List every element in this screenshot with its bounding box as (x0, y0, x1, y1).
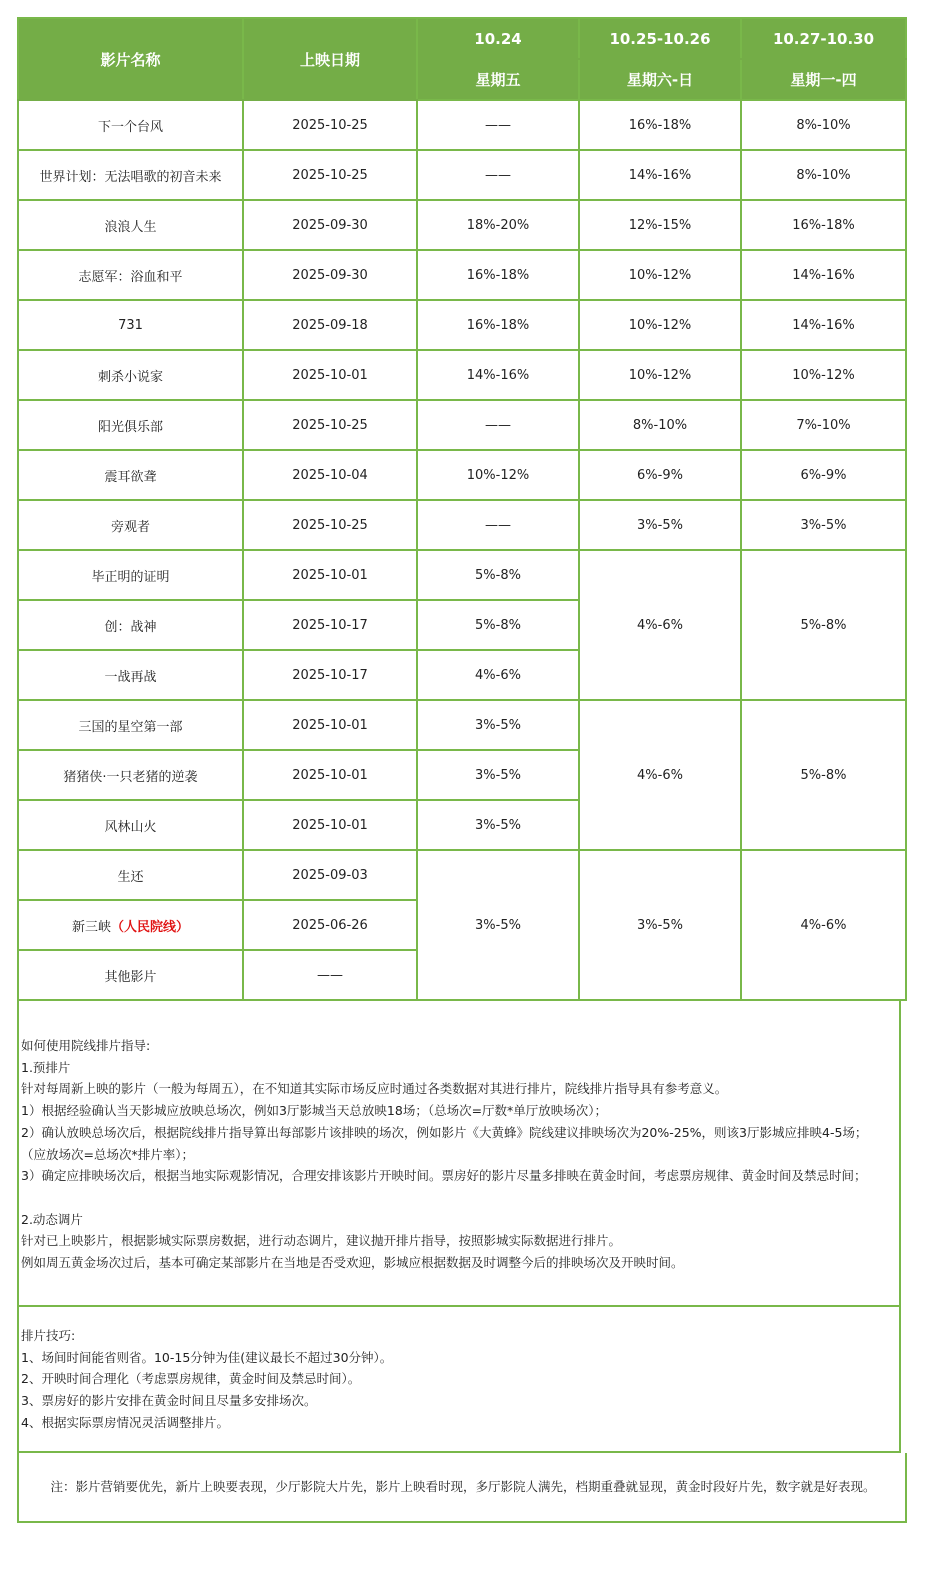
weekend-rate-cell: 12%-15% (579, 200, 741, 250)
table-row (18, 700, 906, 750)
release-date-cell: 2025-09-03 (243, 850, 417, 900)
header-period-weekday: 星期六-日 (579, 59, 741, 100)
guide-line: 针对每周新上映的影片（一般为每周五），在不知道其实际市场反应时通过各类数据对其进行排片，院线排片指导具有参考意义。 (21, 1081, 728, 1097)
friday-rate-cell: 16%-18% (417, 250, 579, 300)
table-row (18, 400, 906, 450)
film-name-cell: 一战再战 (18, 650, 243, 700)
film-name-cell: 震耳欲聋 (18, 450, 243, 500)
schedule-table (17, 17, 907, 1001)
friday-rate-cell: 18%-20% (417, 200, 579, 250)
guide-line: （应放场次=总场次*排片率）； (21, 1146, 194, 1162)
release-date-cell: 2025-06-26 (243, 900, 417, 950)
friday-rate-cell: —— (417, 150, 579, 200)
guide-line: 1）根据经验确认当天影城应放映总场次，例如3厅影城当天总放映18场；（总场次=厅数*单厅放映场次）； (21, 1103, 608, 1119)
header-period-date: 10.24 (417, 18, 579, 59)
release-date-cell: 2025-09-30 (243, 200, 417, 250)
film-name-cell: 志愿军：浴血和平 (18, 250, 243, 300)
film-name-cell: 浪浪人生 (18, 200, 243, 250)
film-name-cell: 其他影片 (18, 950, 243, 1000)
header-period-date: 10.25-10.26 (579, 18, 741, 59)
weekend-rate-merged-cell: 3%-5% (579, 850, 741, 1000)
header-film-name: 影片名称 (18, 18, 243, 100)
weekday-rate-merged-cell: 5%-8% (741, 700, 906, 850)
friday-rate-cell: 5%-8% (417, 550, 579, 600)
release-date-cell: 2025-10-01 (243, 350, 417, 400)
weekday-rate-cell: 16%-18% (741, 200, 906, 250)
weekend-rate-cell: 8%-10% (579, 400, 741, 450)
release-date-cell: 2025-09-30 (243, 250, 417, 300)
weekend-rate-cell: 6%-9% (579, 450, 741, 500)
chain-note-label: （人民院线） (111, 919, 190, 935)
weekday-rate-cell: 14%-16% (741, 250, 906, 300)
table-row (18, 200, 906, 250)
film-name-cell: 下一个台风 (18, 100, 243, 150)
tip-line: 4、根据实际票房情况灵活调整排片。 (21, 1414, 229, 1430)
header-period-weekday: 星期一-四 (741, 59, 906, 100)
weekday-rate-cell: 6%-9% (741, 450, 906, 500)
table-row (18, 300, 906, 350)
friday-rate-cell: 10%-12% (417, 450, 579, 500)
weekday-rate-cell: 8%-10% (741, 150, 906, 200)
weekend-rate-cell: 10%-12% (579, 350, 741, 400)
release-date-cell: 2025-10-17 (243, 650, 417, 700)
release-date-cell: —— (243, 950, 417, 1000)
film-name-cell: 旁观者 (18, 500, 243, 550)
friday-rate-cell: 4%-6% (417, 650, 579, 700)
weekend-rate-merged-cell: 4%-6% (579, 550, 741, 700)
table-row (18, 550, 906, 600)
weekend-rate-cell: 10%-12% (579, 300, 741, 350)
film-name-cell: 刺杀小说家 (18, 350, 243, 400)
header-release-date: 上映日期 (243, 18, 417, 100)
table-row (18, 850, 906, 900)
film-name-text: 新三峡 (71, 919, 111, 935)
guide-title: 如何使用院线排片指导: (21, 1038, 151, 1053)
footer-note-text: 注：影片营销要优先，新片上映要表现，少厅影院大片先，影片上映看时现，多厅影院人满先，档期重叠就显现，黄金时段好片先，数字就是好表现。 (50, 1479, 876, 1495)
weekend-rate-cell: 16%-18% (579, 100, 741, 150)
weekend-rate-cell: 14%-16% (579, 150, 741, 200)
table-row (18, 100, 906, 150)
friday-rate-cell: 16%-18% (417, 300, 579, 350)
release-date-cell: 2025-09-18 (243, 300, 417, 350)
guide-section-title: 2.动态调片 (21, 1211, 83, 1227)
weekend-rate-cell: 10%-12% (579, 250, 741, 300)
guide-line: 针对已上映影片，根据影城实际票房数据，进行动态调片，建议抛开排片指导，按照影城实际数据进行排片。 (21, 1233, 622, 1249)
usage-guide-section (17, 1001, 901, 1307)
weekday-rate-cell: 3%-5% (741, 500, 906, 550)
release-date-cell: 2025-10-04 (243, 450, 417, 500)
friday-rate-cell: —— (417, 500, 579, 550)
release-date-cell: 2025-10-25 (243, 400, 417, 450)
header-period-date: 10.27-10.30 (741, 18, 906, 59)
release-date-cell: 2025-10-01 (243, 700, 417, 750)
friday-rate-cell: 3%-5% (417, 700, 579, 750)
header-period-weekday: 星期五 (417, 59, 579, 100)
release-date-cell: 2025-10-25 (243, 500, 417, 550)
film-name-cell: 创：战神 (18, 600, 243, 650)
guide-section-title: 1.预排片 (21, 1059, 71, 1075)
table-row (18, 150, 906, 200)
friday-rate-cell: —— (417, 400, 579, 450)
film-name-cell: 三国的星空第一部 (18, 700, 243, 750)
film-name-cell: 731 (18, 300, 243, 350)
tip-line: 2、开映时间合理化（考虑票房规律，黄金时间及禁忌时间）。 (21, 1371, 361, 1387)
table-row (18, 350, 906, 400)
friday-rate-cell: 3%-5% (417, 800, 579, 850)
table-row (18, 250, 906, 300)
release-date-cell: 2025-10-01 (243, 800, 417, 850)
weekday-rate-merged-cell: 5%-8% (741, 550, 906, 700)
film-name-cell: 生还 (18, 850, 243, 900)
film-name-cell: 风林山火 (18, 800, 243, 850)
tip-line: 3、票房好的影片安排在黄金时间且尽量多安排场次。 (21, 1393, 317, 1409)
friday-rate-cell: 3%-5% (417, 750, 579, 800)
weekday-rate-cell: 7%-10% (741, 400, 906, 450)
release-date-cell: 2025-10-01 (243, 550, 417, 600)
table-row (18, 500, 906, 550)
film-name-cell: 阳光俱乐部 (18, 400, 243, 450)
footer-note (17, 1453, 907, 1523)
table-row (18, 450, 906, 500)
release-date-cell: 2025-10-17 (243, 600, 417, 650)
film-name-cell: 猪猪侠·一只老猪的逆袭 (18, 750, 243, 800)
guide-line: 2）确认放映总场次后，根据院线排片指导算出每部影片该排映的场次，例如影片《大黄蜂》院线建议排映场次为20%-25%，则该3厅影城应排映4-5场； (21, 1124, 868, 1140)
friday-rate-merged-cell: 3%-5% (417, 850, 579, 1000)
film-name-cell: 毕正明的证明 (18, 550, 243, 600)
release-date-cell: 2025-10-01 (243, 750, 417, 800)
weekday-rate-cell: 8%-10% (741, 100, 906, 150)
film-name-cell: 世界计划：无法唱歌的初音未来 (18, 150, 243, 200)
release-date-cell: 2025-10-25 (243, 150, 417, 200)
friday-rate-cell: 5%-8% (417, 600, 579, 650)
schedule-sheet (17, 17, 905, 1523)
film-name-cell (18, 900, 243, 950)
weekend-rate-cell: 3%-5% (579, 500, 741, 550)
weekend-rate-merged-cell: 4%-6% (579, 700, 741, 850)
tip-line: 1、场间时间能省则省。10-15分钟为佳(建议最长不超过30分钟）。 (21, 1349, 393, 1365)
guide-line: 例如周五黄金场次过后，基本可确定某部影片在当地是否受欢迎，影城应根据数据及时调整今后的排映场次及开映时间。 (21, 1255, 684, 1271)
weekday-rate-merged-cell: 4%-6% (741, 850, 906, 1000)
weekday-rate-cell: 14%-16% (741, 300, 906, 350)
header-row-top (18, 18, 906, 59)
weekday-rate-cell: 10%-12% (741, 350, 906, 400)
guide-line: 3）确定应排映场次后，根据当地实际观影情况，合理安排该影片开映时间。票房好的影片尽量多排映在黄金时间，考虑票房规律、黄金时间及禁忌时间； (21, 1168, 867, 1184)
release-date-cell: 2025-10-25 (243, 100, 417, 150)
friday-rate-cell: —— (417, 100, 579, 150)
tips-title: 排片技巧: (21, 1328, 76, 1343)
scheduling-tips-section (17, 1307, 901, 1453)
friday-rate-cell: 14%-16% (417, 350, 579, 400)
